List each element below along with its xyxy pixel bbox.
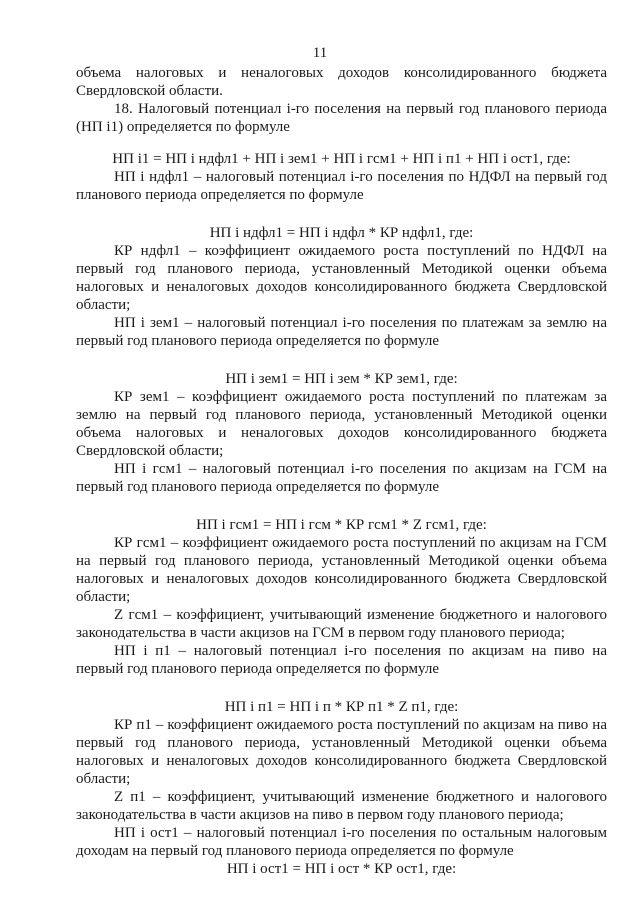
- formula: НП i ост1 = НП i ост * КР ост1, где:: [226, 861, 457, 877]
- page-number: 11: [312, 45, 328, 61]
- formula: НП i п1 = НП i п * КР п1 * Z п1, где:: [224, 699, 459, 715]
- formula: НП i ндфл1 = НП i ндфл * КР ндфл1, где:: [209, 225, 474, 241]
- formula: НП i гсм1 = НП i гсм * КР гсм1 * Z гсм1, где:: [196, 517, 487, 533]
- paragraph: НП i зем1 – налоговый потенциал i-го поселения по платежам за землю на первый год планового периода определяется по формуле: [76, 315, 607, 349]
- formula: НП i зем1 = НП i зем * КР зем1, где:: [225, 371, 458, 387]
- formula: НП i1 = НП i ндфл1 + НП i зем1 + НП i гсм1 + НП i п1 + НП i ост1, где:: [112, 151, 571, 167]
- paragraph: объема налоговых и неналоговых доходов консолидированного бюджета Свердловской области.: [76, 65, 607, 99]
- paragraph: НП i гсм1 – налоговый потенциал i-го поселения по акцизам на ГСМ на первый год планового периода определяется по формуле: [76, 461, 607, 495]
- paragraph: КР п1 – коэффициент ожидаемого роста поступлений по акцизам на пиво на первый год планового периода, установленный Методикой оценки объема налоговых и неналоговых доходов консолидированного бюджета Свердловской области;: [76, 717, 607, 787]
- paragraph: Z гсм1 – коэффициент, учитывающий изменение бюджетного и налогового законодательства в части акцизов на ГСМ в первом году планового периода;: [76, 607, 607, 641]
- paragraph: НП i ост1 – налоговый потенциал i-го поселения по остальным налоговым доходам на первый год планового периода определяется по формуле: [76, 825, 607, 859]
- paragraph: КР зем1 – коэффициент ожидаемого роста поступлений по платежам за землю на первый год планового периода, установленный Методикой оценки объема налоговых и неналоговых доходов консолидированного бюджета Свердловской области;: [76, 389, 607, 459]
- paragraph: 18. Налоговый потенциал i-го поселения на первый год планового периода (НП i1) определяется по формуле: [76, 101, 607, 135]
- document-body: [76, 64, 607, 878]
- paragraph: КР ндфл1 – коэффициент ожидаемого роста поступлений по НДФЛ на первый год планового периода, установленный Методикой оценки объема налоговых и неналоговых доходов консолидированного бюджета Свердловской области;: [76, 243, 607, 313]
- paragraph: Z п1 – коэффициент, учитывающий изменение бюджетного и налогового законодательства в части акцизов на пиво в первом году планового периода;: [76, 789, 607, 823]
- paragraph: НП i ндфл1 – налоговый потенциал i-го поселения по НДФЛ на первый год планового периода определяется по формуле: [76, 169, 607, 203]
- paragraph: НП i п1 – налоговый потенциал i-го поселения по акцизам на пиво на первый год планового периода определяется по формуле: [76, 643, 607, 677]
- paragraph: КР гсм1 – коэффициент ожидаемого роста поступлений по акцизам на ГСМ на первый год планового периода, установленный Методикой оценки объема налоговых и неналоговых доходов консолидированного бюджета Свердловской области;: [76, 535, 607, 605]
